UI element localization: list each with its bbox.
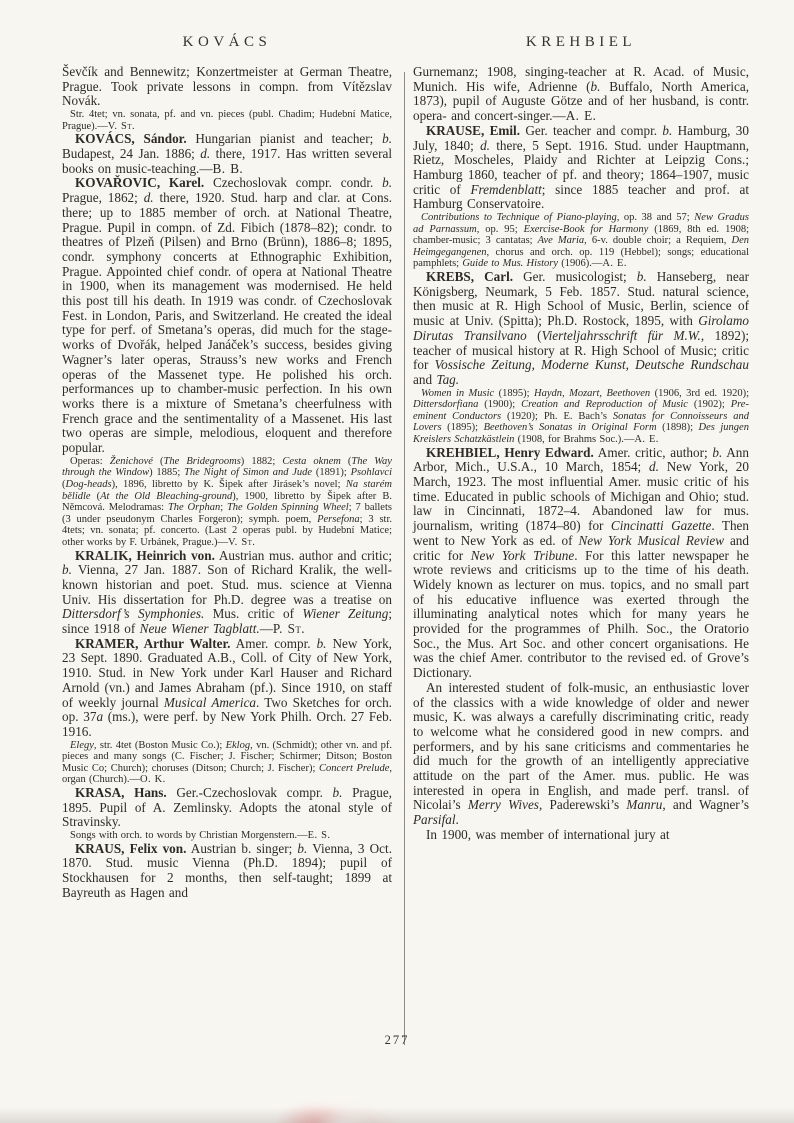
- text-run: ; since 1918 of: [62, 606, 392, 637]
- text-run: New York, 23 Sept. 1890. Graduated A.B., Coll. of City of New York, 1910. Stud. in New York under Karl Hauser and Richard Arnold (vn.) and James Abraham (pf.). Since 1910, on staff of weekly journal: [62, 635, 392, 710]
- text-run: ), 1900, libretto by Šipek after B. Němcová. Melodramas:: [62, 490, 392, 514]
- text-run: KRAMER, Arthur Walter.: [75, 635, 231, 651]
- works-list-paragraph: [62, 456, 392, 549]
- text-run: KRAUS, Felix von.: [75, 840, 187, 856]
- text-run: Neue Wiener Tagblatt.: [139, 621, 260, 637]
- text-run: d.: [480, 137, 490, 153]
- text-run: Prague, 1862;: [62, 190, 144, 206]
- text-run: Ger. musicologist;: [513, 269, 637, 284]
- text-run: , vn. (Schmidt); other vn. and pf. pieces and many songs (C. Fischer; J. Fischer; Schirmer; Ditson; Boston Music Co; Church); choruses (Ditson; Church; J. Fischer);: [62, 739, 392, 774]
- text-run: A. E.: [565, 108, 597, 124]
- text-run: (1898);: [656, 422, 699, 434]
- text-run: KOVAŘOVIC, Karel.: [75, 175, 205, 191]
- text-run: Vierteljahrsschrift für M.W.: [541, 327, 701, 343]
- running-head-left: KOVÁCS: [182, 34, 272, 50]
- page-number: 277: [384, 1033, 410, 1047]
- text-run: there, 1917. Has written several books on music-teaching.—: [62, 146, 392, 176]
- text-run: d.: [649, 459, 659, 475]
- text-run: and critic for: [413, 532, 749, 563]
- text-run: there, 1920. Stud. harp and clar. at Cons. there; up to 1885 member of orch. at National Theatre, Prague. Pupil in compn. of Zd. Fibich (1878–82); condr. to theatres of Plzeň (Pilsen) and Brno (Brünn), 1886–8; 1895, condr. symphony concerts at Ethnographic Exhibition, Prague. Appointed chief condr. of opera at National Theatre in 1900, when its management was modernised. He held this post till his death. In 1919 was condr. of Czechoslovak Fest. in London, Paris, and Switzerland. He created the ideal type for perf. of Smetana’s operas, did much for the stage-works of Dvořák, helped Janáček’s success, besides giving Wagner’s later operas, Strauss’s new works and French operas of the Massenet type. He polished his orch. performances up to chamber-music perfection. In his own works there is a mixture of Smetana’s cheerfulness with French grace and the sentimentality of a Massenet. His last two operas are simple, melodious, eloquent and therefore popular.: [62, 190, 393, 456]
- works-list-paragraph: [62, 109, 392, 132]
- text-run: Ave Maria: [537, 235, 585, 247]
- text-run: (: [526, 327, 542, 343]
- text-run: (1908, for Brahms Soc.).—: [514, 434, 635, 445]
- column-divider-rule: [404, 72, 405, 1045]
- text-run: Pre-eminent Conductors: [413, 399, 749, 422]
- text-run: Ger.-Czechoslovak compr.: [166, 785, 333, 801]
- text-run: ;: [220, 502, 227, 514]
- text-run: Eklog: [225, 739, 251, 751]
- text-run: Elegy: [70, 739, 94, 751]
- text-run: Buffalo, North America, 1873), pupil of Auguste Götze and of her husband, is contr. opera- and concert-singer.—: [413, 78, 750, 124]
- text-run: O. K.: [139, 774, 166, 786]
- text-run: (1920); Ph. E. Bach’s: [501, 410, 613, 422]
- text-run: (1902);: [687, 399, 731, 411]
- text-run: KRASA, Hans.: [75, 785, 167, 801]
- left-column: [62, 65, 392, 901]
- text-run: b.: [62, 562, 72, 578]
- text-run: b.: [297, 840, 308, 856]
- text-run: b.: [316, 635, 327, 651]
- text-run: Hanseberg, near Königsberg, Neumark, 5 Feb. 1857. Stud. natural science, then music at R. High School of Music, Berlin, science of music at Univ. (Spitta); Ph.D. Rostock, 1895, with: [413, 269, 749, 329]
- text-run: Mus. critic of: [204, 606, 303, 622]
- text-run: Guide to Mus. History: [462, 258, 559, 270]
- entry-paragraph: [62, 132, 392, 176]
- text-run: Amer. critic, author;: [593, 444, 713, 460]
- text-run: , op. 38 and 57;: [616, 212, 695, 224]
- text-run: . Then went to New York as ed. of: [413, 518, 749, 548]
- text-run: —: [259, 621, 273, 637]
- text-run: Women in Music: [421, 387, 495, 399]
- text-run: Den Heimgegangenen: [413, 235, 749, 258]
- text-run: The Night of Simon and Jude: [184, 467, 313, 479]
- text-run: Merry Wives: [467, 797, 539, 813]
- text-run: d.: [143, 190, 154, 206]
- text-run: Austrian b. singer;: [186, 840, 298, 856]
- running-head-right: KREHBIEL: [525, 34, 637, 50]
- right-column: [413, 65, 749, 843]
- text-run: , op. 95;: [476, 223, 524, 235]
- text-run: A. E.: [634, 434, 659, 445]
- text-run: KREBS, Carl.: [426, 269, 514, 284]
- text-run: The Bridegrooms: [163, 455, 241, 467]
- text-run: Parsifal: [413, 812, 456, 828]
- entry-paragraph: [62, 65, 392, 109]
- entry-paragraph: [62, 549, 392, 637]
- text-run: Amer. compr.: [230, 635, 317, 651]
- text-run: Vossische Zeitung, Moderne Kunst, Deutsche Rundschau: [434, 357, 749, 373]
- text-run: Haydn, Mozart, Beethoven: [534, 387, 651, 399]
- text-run: . Two Sketches for orch. op. 37: [62, 694, 392, 725]
- text-run: Dittersdorf’s Symphonies.: [62, 606, 205, 622]
- text-run: a: [96, 709, 104, 725]
- text-run: Tag.: [436, 371, 460, 387]
- text-run: (: [152, 455, 164, 467]
- text-run: Ženichové: [109, 455, 153, 467]
- text-run: Ger. teacher and compr.: [520, 122, 663, 138]
- works-list-paragraph: [413, 212, 749, 270]
- text-run: Concert Prelude: [319, 762, 390, 774]
- text-run: (1869, 8th ed. 1908; chamber-music; 3 cantatas;: [413, 223, 749, 247]
- text-run: Dog-heads: [65, 478, 112, 490]
- text-run: Cincinatti Gazette: [610, 518, 712, 534]
- works-list-paragraph: [413, 388, 749, 446]
- text-run: Sonatas for Connoisseurs and Lovers: [413, 410, 749, 434]
- text-run: Prague, 1895. Pupil of A. Zemlinsky. Adopts the atonal style of Stravinsky.: [62, 785, 392, 830]
- text-run: New York Musical Review: [578, 532, 724, 548]
- text-run: Fremdenblatt: [470, 181, 542, 197]
- text-run: An interested student of folk-music, an enthusiastic lover of the classics with a wide knowledge of older and newer music, K. was always a carefully discriminating critic, ready to welcome what he considered good in new comprs. and performers, and by his sane criticisms and commentaries he did much for the growth of an intelligently appreciative attitude on the part of the Amer. mus. public. He was interested in opera in English, and made perf. transl. of Nicolai’s: [413, 679, 749, 813]
- text-run: , organ (Church).—: [62, 762, 392, 786]
- text-run: Budapest, 24 Jan. 1886;: [62, 146, 201, 161]
- text-run: Beethoven’s Sonatas in Original Form: [483, 422, 657, 434]
- text-run: , Paderewski’s: [538, 797, 627, 813]
- text-run: Austrian mus. author and critic;: [214, 547, 393, 563]
- text-run: B. B.: [212, 160, 244, 176]
- text-run: (1891);: [312, 467, 351, 479]
- text-run: (1895);: [494, 387, 535, 399]
- text-run: Musical America: [163, 694, 257, 710]
- text-run: Hungarian pianist and teacher;: [186, 131, 383, 147]
- entry-paragraph: [413, 124, 749, 212]
- text-run: d.: [200, 146, 211, 161]
- text-run: , 6-v. double choir; a Requiem,: [584, 235, 732, 247]
- entry-paragraph: [62, 842, 392, 901]
- text-run: Contributions to Technique of Piano-playing: [421, 212, 617, 224]
- text-run: KRAUSE, Emil.: [426, 122, 520, 138]
- entry-paragraph: [62, 176, 392, 455]
- text-run: The Golden Spinning Wheel: [226, 502, 349, 514]
- text-run: At the Old Bleaching-ground: [100, 490, 233, 502]
- text-run: Dittersdorfiana: [413, 399, 479, 411]
- text-run: V. St.: [228, 536, 256, 548]
- text-run: Na starém bělidle: [62, 478, 393, 502]
- entry-paragraph: [62, 637, 392, 740]
- text-run: , and Wagner’s: [662, 797, 749, 813]
- text-run: ; since 1885 teacher and prof. at Hamburg Conservatoire.: [413, 181, 750, 212]
- text-run: , 1892); teacher of musical history at R. High School of Music; critic for: [413, 327, 749, 373]
- text-run: Manru: [626, 797, 663, 813]
- text-run: New York, 20 March, 1923. The most influential Amer. music critic of his time. Educated in public schools of Michigan and Ohio; stud. law in Cincinnati, 1872–4. Abandoned law for mus. journalism, writing (1874–80) for: [413, 459, 749, 534]
- text-run: Ševčík and Bennewitz; Konzertmeister at German Theatre, Prague. Took private lessons in compn. from Vítězslav Novák.: [62, 64, 392, 109]
- text-run: Operas:: [70, 455, 110, 467]
- text-run: , str. 4tet (Boston Music Co.);: [93, 739, 226, 751]
- text-run: (: [62, 478, 66, 490]
- text-run: Cesta oknem: [282, 455, 341, 467]
- text-run: Exercise-Book for Harmony: [523, 223, 649, 235]
- text-run: In 1900, was member of international jury at: [426, 826, 670, 842]
- text-run: there, 5 Sept. 1916. Stud. under Hauptmann, Rietz, Moscheles, Plaidy and Richter at Leipzig Cons.; Hamburg 1860, teacher of pf. and theory; 1864–1907, music critic of: [413, 137, 749, 197]
- text-run: Ann Arbor, Mich., U.S.A., 10 March, 1854;: [413, 444, 749, 475]
- text-run: Girolamo Dirutas Transilvano: [413, 313, 749, 343]
- text-run: b.: [590, 78, 601, 94]
- text-run: New York Tribune: [470, 547, 575, 563]
- text-run: (: [90, 490, 101, 502]
- text-run: (1906).—: [558, 258, 603, 270]
- text-run: ) 1885;: [149, 467, 185, 479]
- entry-paragraph: [413, 446, 749, 681]
- text-run: ; 7 ballets (3 under pseudonym Charles Forgeron); symph. poem,: [62, 502, 392, 525]
- text-run: KOVÁCS, Sándor.: [75, 131, 187, 147]
- entry-paragraph: [62, 786, 392, 830]
- text-run: b.: [332, 785, 343, 801]
- text-run: A. E.: [602, 258, 627, 270]
- text-run: (: [340, 455, 352, 467]
- entry-paragraph: [413, 65, 749, 124]
- text-run: b.: [712, 444, 723, 460]
- entry-paragraph: [413, 681, 749, 828]
- text-run: . For this latter newspaper he wrote reviews and criticisms up to the time of his death. Widely known as lecturer on mus. topics, and no small part of his educative influence was exerted through the illuminating analytical notes which for many years he provided for the programmes of Philh. Soc., the Oratorio Soc., the Mus. Art Soc. and other concert organisations. He was the chief Amer. contributor to the revised ed. of Grove’s Dictionary.: [413, 547, 749, 681]
- text-run: Psohlavci: [350, 467, 392, 479]
- text-run: Str. 4tet; vn. sonata, pf. and vn. pieces (publ. Chadim; Hudební Matice, Prague).—: [62, 109, 392, 132]
- text-run: Vienna, 3 Oct. 1870. Stud. music Vienna (Ph.D. 1894); pupil of Stockhausen for 2 months, then self-taught; 1899 at Bayreuth as Hagen and: [62, 840, 393, 900]
- text-run: (ms.), were perf. by New York Philh. Orch. 27 Feb. 1916.: [62, 709, 392, 739]
- text-run: .: [455, 812, 459, 828]
- text-run: Czechoslovak compr. condr.: [204, 175, 383, 191]
- text-run: ), 1896, libretto by K. Šipek after Jirásek’s novel;: [111, 478, 346, 490]
- entry-paragraph: [413, 828, 749, 843]
- text-run: The Orphan: [167, 502, 221, 514]
- text-run: E. S.: [307, 830, 331, 842]
- entry-paragraph: [413, 270, 749, 388]
- text-run: Vienna, 27 Jan. 1887. Son of Richard Kralik, the well-known historian and poet. Stud. mus. science at Vienna Univ. His dissertation for Ph.D. degree was a treatise on: [62, 562, 392, 607]
- works-list-paragraph: [62, 740, 392, 786]
- text-run: b.: [636, 269, 647, 284]
- text-run: ; 3 str. 4tets; vn. sonata; pf. concerto. (Last 2 operas publ. by Hudební Matice; other works by F. Urbánek, Prague.)—: [62, 513, 392, 548]
- text-run: New Gradus ad Parnassum: [413, 212, 749, 235]
- text-run: Hamburg, 30 July, 1840;: [413, 122, 749, 153]
- text-run: Des jungen Kreislers Schatzkästlein: [413, 422, 749, 445]
- text-run: Creation and Reproduction of Music: [521, 399, 688, 411]
- text-run: Wiener Zeitung: [302, 606, 389, 622]
- text-run: KRALIK, Heinrich von.: [75, 547, 215, 563]
- text-run: (1906, 3rd ed. 1920);: [650, 387, 749, 399]
- text-run: b.: [382, 131, 392, 147]
- text-run: (1895);: [441, 422, 484, 434]
- text-run: ) 1882;: [240, 455, 283, 467]
- text-run: Gurnemanz; 1908, singing-teacher at R. Acad. of Music, Munich. His wife, Adrienne (: [413, 64, 749, 94]
- text-run: and: [413, 371, 437, 387]
- text-run: KREHBIEL, Henry Edward.: [426, 444, 594, 460]
- text-run: , chorus and orch. op. 119 (Hebbel); songs; educational pamphlets;: [413, 246, 749, 270]
- text-run: Songs with orch. to words by Christian Morgenstern.—: [70, 830, 308, 842]
- scan-artifact-blob: [246, 1084, 441, 1123]
- text-run: b.: [382, 175, 393, 191]
- text-run: P. St.: [272, 621, 305, 637]
- text-run: V. St.: [107, 120, 136, 132]
- text-run: The Way through the Window: [62, 455, 392, 479]
- text-run: b.: [662, 122, 673, 138]
- text-run: (1900);: [478, 399, 522, 411]
- text-run: Persefona: [317, 513, 360, 525]
